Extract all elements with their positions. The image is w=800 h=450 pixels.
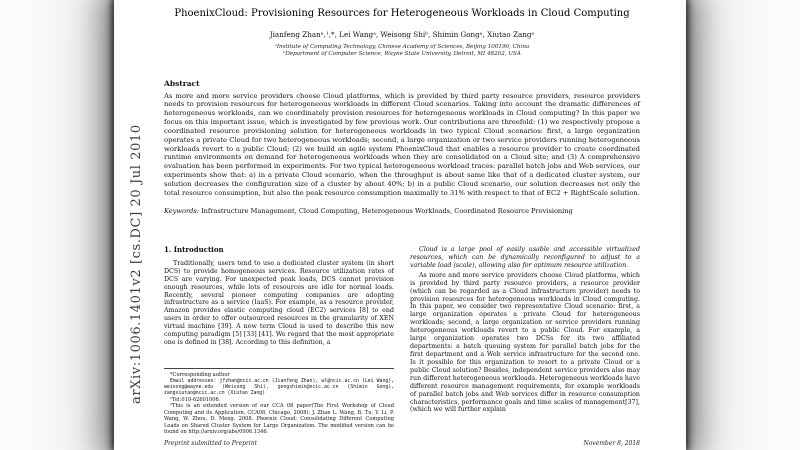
paper-page: [114, 0, 686, 450]
affiliation-b: ᵇDepartment of Computer Science, Wayne State University, Detroit, MI 48202, USA: [283, 51, 521, 58]
affiliations: [164, 44, 640, 59]
cloud-definition-quote: Cloud is a large pool of easily usable and accessible virtualized resources, which can be dynamically reconfigured to adjust to a variable load (scale), allowing also for optimum resource utilization.: [410, 246, 640, 269]
footnote-extended-version: ²This is an extended version of our CCA 08 paper(The First Workshop of Cloud Computing and its Application, CCA08, Chicago, 2008): J. Zhan L. Wang, B. Tu, Y. Li, P. Wang, W. Zhou, D. Meng. 2008. Phoenix Cloud: Consolidating Different Computing Loads on Shared Cluster System for Large Organization. The modified version can be found on http://arxiv.org/abs/0906.1346.: [164, 403, 394, 436]
two-column-body: [164, 246, 640, 436]
keywords-text: Infrastructure Management, Cloud Computing, Heterogeneous Workloads, Coordinated Resource Provisioning: [201, 206, 573, 215]
abstract-heading: Abstract: [164, 78, 200, 88]
intro-right-paragraph: As more and more service providers choose Cloud platforms, which is provided by third party resource providers, a resource provider (which can be regarded as a Cloud infrastructure provider) needs to provision resources for heterogeneous workloads in Cloud computing. In this paper, we consider two representative Cloud scenario: first, a large organization operates a private Cloud for heterogeneous workloads; second, a large organization or service providers running heterogeneous workloads revert to a public Cloud. For example, a large organization operates two DCSs for its two affiliated departments: a batch queuing system for parallel batch jobs for the first department and a Web service infrastructure for the second one. Is it possible for this organization to resort to a private Cloud or a public Cloud solution? Besides, independent service providers also may run different heterogeneous workloads. Heterogeneous workloads have different resource management requirements, for example workloads of parallel batch jobs and Web services differ in resource consumption characteristics, performance goals and time scales of management[37], (which we will further explain: [410, 271, 640, 414]
footer-date: November 8, 2018: [583, 440, 640, 447]
footer-submitted-to: Preprint submitted to Preprint: [164, 440, 258, 447]
left-column: [164, 246, 394, 436]
affiliation-a: ᵃInstitute of Computing Technology, Chinese Academy of Sciences, Beijing 100190, China: [274, 43, 530, 50]
footnotes-block: [164, 368, 394, 436]
keywords-line: [164, 207, 640, 216]
page-footer: [164, 440, 640, 447]
footnote-telephone: ¹Tel:010-62601006.: [170, 396, 221, 403]
right-column: [410, 246, 640, 436]
abstract-text: As more and more service providers choose Cloud platforms, which is provided by third party resource providers, resource providers needs to provision resources for heterogeneous workloads in different Cloud scenarios. Taking into account the dramatic differences of heterogeneous workloads, can we coordinately provision resources for heterogeneous workloads in Cloud computing? In this paper we focus on this important issue, which is investigated by few previous work. Our contributions are threefold: (1) we respectively propose a coordinated resource provisioning solution for heterogeneous workloads in two typical Cloud scenarios: first, a large organization operates a private Cloud for two heterogeneous workloads; second, a large organization or two service providers running heterogeneous workloads revert to a public Cloud; (2) we build an agile system PhoenixCloud that enables a resource provider to create coordinated runtime environments on demand for heterogeneous workloads when they are consolidated on a Cloud site; and (3) A comprehensive evaluation has been performed in experiments. For two typical heterogeneous workload traces: parallel batch jobs and Web services, our experiments show that: a) in a private Cloud scenario, when the throughput is about same like that of a dedicated cluster system, our solution decreases the configuration size of a cluster by about 40%; b) in a public Cloud scenario, our solution decreases not only the total resource consumption, but also the peak resource consumption maximally to 31% with respect to that of EC2 + RightScale solution.: [164, 91, 640, 197]
paper-title: PhoenixCloud: Provisioning Resources for Heterogeneous Workloads in Cloud Computing: [174, 8, 630, 19]
section-heading-introduction: 1. Introduction: [164, 246, 224, 254]
intro-left-paragraph: Traditionally, users tend to use a dedicated cluster system (in short DCS) to provide homogeneous services. Resource utilization rates of DCS are varying. For unexpected peak loads, DCS cannot provision enough resources, while lots of resources are idle for normal loads. Recently, several pioneer computing companies are adopting infrastructure as a service (IaaS). For example, as a resource provider, Amazon provides elastic computing cloud (EC2) services [8] to end users in order to offer outsourced resources in the granularity of XEN virtual machine [39]. A new term Cloud is used to describe this new computing paradigm [5] [33] [41]. We regard that the most appropriate one is defined in [38]. According to this definition, a: [164, 259, 394, 347]
arxiv-stamp: arXiv:1006.1401v2 [cs.DC] 20 Jul 2010: [129, 124, 144, 404]
authors-line: Jianfeng Zhanᵃ,¹,*, Lei Wangᵃ, Weisong Shiᵇ, Shimin Gongᵃ, Xiutao Zangᵃ: [269, 29, 535, 39]
footnote-corresponding-author: *Corresponding author: [170, 372, 230, 379]
footnote-email-addresses: Email addresses: jfzhan@ncic.ac.cn (Jianfeng Zhan), wl@ncic.ac.cn (Lei Wang), weisong@wayne.edu (Weisong Shi), gongshimin@ncic.ac.cn (Shimin Gong), zangxiutao@ncic.ac.cn (Xiutao Zang): [164, 378, 394, 396]
keywords-label: Keywords:: [164, 206, 199, 215]
